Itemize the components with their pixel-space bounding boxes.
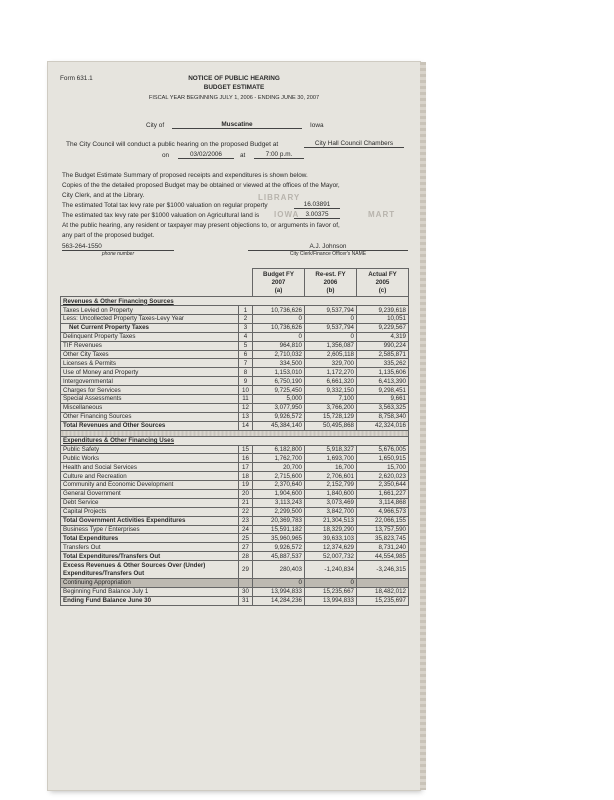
reest-2006-value: 3,073,469 (305, 498, 357, 507)
table-row (61, 454, 409, 463)
actual-2005-value: 6,413,390 (357, 377, 409, 386)
budget-2007-value: 334,500 (253, 359, 305, 368)
hearing-date: 03/02/2006 (178, 151, 234, 159)
budget-2007-value: 0 (253, 579, 305, 588)
column-code: (a) (274, 286, 283, 294)
reest-2006-value: 0 (305, 315, 357, 324)
budget-2007-value: 9,725,450 (253, 386, 305, 395)
notice-title: NOTICE OF PUBLIC HEARING (188, 75, 280, 82)
row-label: Ending Fund Balance June 30 (61, 596, 239, 605)
reest-2006-value: 12,374,629 (305, 543, 357, 552)
column-year: 2005 (375, 278, 390, 286)
table-row (61, 525, 409, 534)
reest-2006-value: 15,235,667 (305, 587, 357, 596)
line-number: 4 (239, 332, 253, 341)
line-number: 2 (239, 315, 253, 324)
row-label: Public Safety (61, 445, 239, 454)
line-number: 18 (239, 472, 253, 481)
line-number: 21 (239, 498, 253, 507)
row-label: Net Current Property Taxes (61, 323, 239, 332)
budget-2007-value: 15,591,182 (253, 525, 305, 534)
section-heading: Revenues & Other Financing Sources (61, 297, 409, 306)
line-number: 27 (239, 543, 253, 552)
row-label: General Government (61, 489, 239, 498)
table-row (61, 463, 409, 472)
ag-levy-value: 3.00375 (294, 211, 340, 219)
table-row (61, 489, 409, 498)
actual-2005-value: 3,114,868 (357, 498, 409, 507)
budget-2007-value: 2,715,600 (253, 472, 305, 481)
reest-2006-value: 50,495,868 (305, 421, 357, 430)
budget-2007-value: 1,904,600 (253, 489, 305, 498)
line-number: 20 (239, 489, 253, 498)
row-label: Public Works (61, 454, 239, 463)
row-label: Total Expenditures (61, 534, 239, 543)
table-row (61, 498, 409, 507)
row-label: Debt Service (61, 498, 239, 507)
objection-line-1: At the public hearing, any resident or taxpayer may present objections to, or arguments in favor of, (62, 222, 340, 229)
at-label: at (240, 152, 246, 159)
table-row (61, 377, 409, 386)
line-number: 11 (239, 395, 253, 404)
budget-2007-value: 9,926,572 (253, 543, 305, 552)
reest-2006-value: -1,240,834 (305, 561, 357, 579)
reest-2006-value: 0 (305, 579, 357, 588)
section-heading: Expenditures & Other Financing Uses (61, 436, 409, 445)
line-number: 23 (239, 516, 253, 525)
column-year: 2006 (323, 278, 338, 286)
row-label: Excess Revenues & Other Sources Over (Under) Expenditures/Transfers Out (61, 561, 239, 579)
table-row (61, 323, 409, 332)
hearing-time: 7:00 p.m. (254, 151, 304, 159)
line-number (239, 579, 253, 588)
state-name: Iowa (310, 122, 324, 129)
officer-caption: City Clerk/Finance Officer's NAME (289, 251, 367, 257)
row-label: Licenses & Permits (61, 359, 239, 368)
row-label: Special Assessments (61, 395, 239, 404)
budget-2007-value: 9,926,572 (253, 412, 305, 421)
table-row (61, 543, 409, 552)
reest-2006-value: 1,693,700 (305, 454, 357, 463)
row-label: TIF Revenues (61, 341, 239, 350)
line-number: 13 (239, 412, 253, 421)
actual-2005-value: 18,482,012 (357, 587, 409, 596)
reest-2006-value: 9,537,794 (305, 323, 357, 332)
watermark-mart: MART (368, 210, 396, 219)
actual-2005-value: 8,731,240 (357, 543, 409, 552)
budget-2007-value: 45,384,140 (253, 421, 305, 430)
budget-2007-value: 964,810 (253, 341, 305, 350)
table-row (61, 368, 409, 377)
line-number: 24 (239, 525, 253, 534)
line-number: 17 (239, 463, 253, 472)
line-number: 30 (239, 587, 253, 596)
table-row (61, 481, 409, 490)
clipping-edge (420, 62, 426, 790)
row-label: Charges for Services (61, 386, 239, 395)
budget-2007-value: 10,736,626 (253, 306, 305, 315)
line-number: 15 (239, 445, 253, 454)
budget-2007-value: 2,370,640 (253, 481, 305, 490)
row-label: Community and Economic Development (61, 481, 239, 490)
actual-2005-value: 5,676,005 (357, 445, 409, 454)
row-label: Total Revenues and Other Sources (61, 421, 239, 430)
row-label: Other City Taxes (61, 350, 239, 359)
actual-2005-value: 4,319 (357, 332, 409, 341)
actual-2005-value: 9,661 (357, 395, 409, 404)
officer-name: A.J. Johnson (248, 243, 408, 251)
actual-2005-value: 335,262 (357, 359, 409, 368)
actual-2005-value: 990,224 (357, 341, 409, 350)
budget-subtitle: BUDGET ESTIMATE (203, 84, 265, 91)
row-label: Total Government Activities Expenditures (61, 516, 239, 525)
watermark-iowa: IOWA (274, 210, 300, 219)
budget-2007-value: 280,403 (253, 561, 305, 579)
city-label: City of (146, 122, 165, 129)
reest-2006-value: 13,994,833 (305, 596, 357, 605)
actual-2005-value: 13,757,590 (357, 525, 409, 534)
actual-2005-value: 1,661,227 (357, 489, 409, 498)
table-row (61, 386, 409, 395)
table-row (61, 421, 409, 430)
row-label: Health and Social Services (61, 463, 239, 472)
row-label: Capital Projects (61, 507, 239, 516)
table-row (61, 596, 409, 605)
line-number: 31 (239, 596, 253, 605)
regular-levy-label: The estimated Total tax levy rate per $1000 valuation on regular property (62, 202, 268, 209)
table-row (61, 403, 409, 412)
line-number: 6 (239, 350, 253, 359)
row-label: Culture and Recreation (61, 472, 239, 481)
budget-2007-value: 1,762,700 (253, 454, 305, 463)
reest-2006-value: 2,706,601 (305, 472, 357, 481)
table-row (61, 534, 409, 543)
reest-2006-value: 3,766,200 (305, 403, 357, 412)
line-number: 14 (239, 421, 253, 430)
actual-2005-value: 15,700 (357, 463, 409, 472)
fiscal-year-line: FISCAL YEAR BEGINNING JULY 1, 2006 - ENDING JUNE 30, 2007 (148, 95, 320, 101)
column-title: Actual FY (368, 271, 397, 278)
table-row (61, 341, 409, 350)
line-number: 29 (239, 561, 253, 579)
budget-2007-value: 0 (253, 332, 305, 341)
column-code: (c) (378, 286, 387, 294)
table-row (61, 412, 409, 421)
regular-levy-value: 16.03891 (294, 201, 340, 209)
reest-2006-value: 16,700 (305, 463, 357, 472)
budget-2007-value: 3,113,243 (253, 498, 305, 507)
body-line-2: Copies of the the detailed proposed Budget may be obtained or viewed at the offices of the Mayor, (62, 182, 340, 189)
actual-2005-value: 3,563,325 (357, 403, 409, 412)
row-label: Beginning Fund Balance July 1 (61, 587, 239, 596)
reest-2006-value: 6,661,320 (305, 377, 357, 386)
actual-2005-value: 2,620,023 (357, 472, 409, 481)
phone-caption: phone number (101, 251, 135, 257)
budget-2007-value: 10,736,626 (253, 323, 305, 332)
column-title: Budget FY (263, 271, 294, 278)
budget-2007-value: 5,000 (253, 395, 305, 404)
reest-2006-value: 7,100 (305, 395, 357, 404)
line-number: 5 (239, 341, 253, 350)
reest-2006-value: 1,840,600 (305, 489, 357, 498)
actual-2005-value: 44,554,985 (357, 552, 409, 561)
row-label: Transfers Out (61, 543, 239, 552)
actual-2005-value: 1,650,915 (357, 454, 409, 463)
actual-2005-value: 9,298,451 (357, 386, 409, 395)
row-label: Delinquent Property Taxes (61, 332, 239, 341)
line-number: 25 (239, 534, 253, 543)
table-row (61, 395, 409, 404)
actual-2005-value: 9,239,618 (357, 306, 409, 315)
line-number: 22 (239, 507, 253, 516)
column-reest-2006 (305, 269, 357, 297)
row-label: Less: Uncollected Property Taxes-Levy Year (61, 315, 239, 324)
on-label: on (162, 152, 170, 159)
budget-2007-value: 1,153,010 (253, 368, 305, 377)
actual-2005-value: 2,585,871 (357, 350, 409, 359)
table-row (61, 332, 409, 341)
table-row (61, 315, 409, 324)
ag-levy-label: The estimated tax levy rate per $1000 valuation on Agricultural land is (62, 212, 260, 219)
hearing-location: City Hall Council Chambers (304, 140, 404, 148)
table-row (61, 561, 409, 579)
line-number: 9 (239, 377, 253, 386)
actual-2005-value: 9,229,567 (357, 323, 409, 332)
reest-2006-value: 9,332,150 (305, 386, 357, 395)
actual-2005-value: 15,235,697 (357, 596, 409, 605)
body-line-3: City Clerk, and at the Library. (62, 192, 145, 199)
line-number: 19 (239, 481, 253, 490)
table-header-row (61, 269, 409, 297)
actual-2005-value: 22,066,155 (357, 516, 409, 525)
budget-2007-value: 45,887,537 (253, 552, 305, 561)
table-row (61, 306, 409, 315)
reest-2006-value: 2,605,118 (305, 350, 357, 359)
reest-2006-value: 1,356,087 (305, 341, 357, 350)
column-code: (b) (326, 286, 335, 294)
phone-number: 563-264-1550 (62, 243, 174, 251)
reest-2006-value: 329,700 (305, 359, 357, 368)
reest-2006-value: 18,329,290 (305, 525, 357, 534)
reest-2006-value: 39,633,103 (305, 534, 357, 543)
reest-2006-value: 15,728,129 (305, 412, 357, 421)
table-row (61, 552, 409, 561)
line-number: 28 (239, 552, 253, 561)
reest-2006-value: 0 (305, 332, 357, 341)
table-row (61, 436, 409, 445)
table-row (61, 516, 409, 525)
body-line-1: The Budget Estimate Summary of proposed receipts and expenditures is shown below. (62, 172, 308, 179)
header-blank (61, 269, 253, 297)
budget-2007-value: 20,700 (253, 463, 305, 472)
row-label: Business Type / Enterprises (61, 525, 239, 534)
line-number: 1 (239, 306, 253, 315)
budget-2007-value: 3,077,950 (253, 403, 305, 412)
actual-2005-value (357, 579, 409, 588)
actual-2005-value: 8,758,340 (357, 412, 409, 421)
row-label: Total Expenditures/Transfers Out (61, 552, 239, 561)
column-title: Re-est. FY (315, 271, 346, 278)
budget-2007-value: 6,750,190 (253, 377, 305, 386)
line-number: 10 (239, 386, 253, 395)
line-number: 16 (239, 454, 253, 463)
row-label: Miscellaneous (61, 403, 239, 412)
actual-2005-value: -3,246,315 (357, 561, 409, 579)
budget-2007-value: 14,284,236 (253, 596, 305, 605)
line-number: 8 (239, 368, 253, 377)
table-row (61, 350, 409, 359)
reest-2006-value: 5,918,327 (305, 445, 357, 454)
column-budget-2007 (253, 269, 305, 297)
actual-2005-value: 35,823,745 (357, 534, 409, 543)
reest-2006-value: 21,304,513 (305, 516, 357, 525)
row-label: Intergovernmental (61, 377, 239, 386)
table-row (61, 297, 409, 306)
reest-2006-value: 1,172,270 (305, 368, 357, 377)
table-row (61, 445, 409, 454)
reest-2006-value: 9,537,794 (305, 306, 357, 315)
budget-2007-value: 20,369,783 (253, 516, 305, 525)
table-row (61, 507, 409, 516)
table-row (61, 579, 409, 588)
line-number: 12 (239, 403, 253, 412)
newspaper-clipping (48, 62, 420, 790)
actual-2005-value: 1,135,606 (357, 368, 409, 377)
row-label: Taxes Levied on Property (61, 306, 239, 315)
table-row (61, 359, 409, 368)
actual-2005-value: 2,350,644 (357, 481, 409, 490)
budget-2007-value: 6,182,800 (253, 445, 305, 454)
budget-2007-value: 2,710,032 (253, 350, 305, 359)
budget-2007-value: 35,960,965 (253, 534, 305, 543)
table-row (61, 472, 409, 481)
row-label: Other Financing Sources (61, 412, 239, 421)
budget-2007-value: 0 (253, 315, 305, 324)
hearing-text: The City Council will conduct a public hearing on the proposed Budget at (66, 141, 279, 148)
line-number: 7 (239, 359, 253, 368)
objection-line-2: any part of the proposed budget. (62, 232, 155, 239)
budget-summary-table (60, 268, 409, 606)
row-label: Use of Money and Property (61, 368, 239, 377)
table-row (61, 587, 409, 596)
column-year: 2007 (271, 278, 286, 286)
budget-2007-value: 2,299,500 (253, 507, 305, 516)
form-number: Form 631.1 (60, 75, 93, 82)
line-number: 3 (239, 323, 253, 332)
watermark-library: LIBRARY (258, 193, 301, 202)
city-name: Muscatine (172, 121, 302, 129)
reest-2006-value: 52,007,732 (305, 552, 357, 561)
reest-2006-value: 3,842,700 (305, 507, 357, 516)
row-label: Continuing Appropriation (61, 579, 239, 588)
actual-2005-value: 10,051 (357, 315, 409, 324)
actual-2005-value: 4,966,573 (357, 507, 409, 516)
column-actual-2005 (357, 269, 409, 297)
actual-2005-value: 42,324,016 (357, 421, 409, 430)
reest-2006-value: 2,152,799 (305, 481, 357, 490)
budget-2007-value: 13,994,833 (253, 587, 305, 596)
